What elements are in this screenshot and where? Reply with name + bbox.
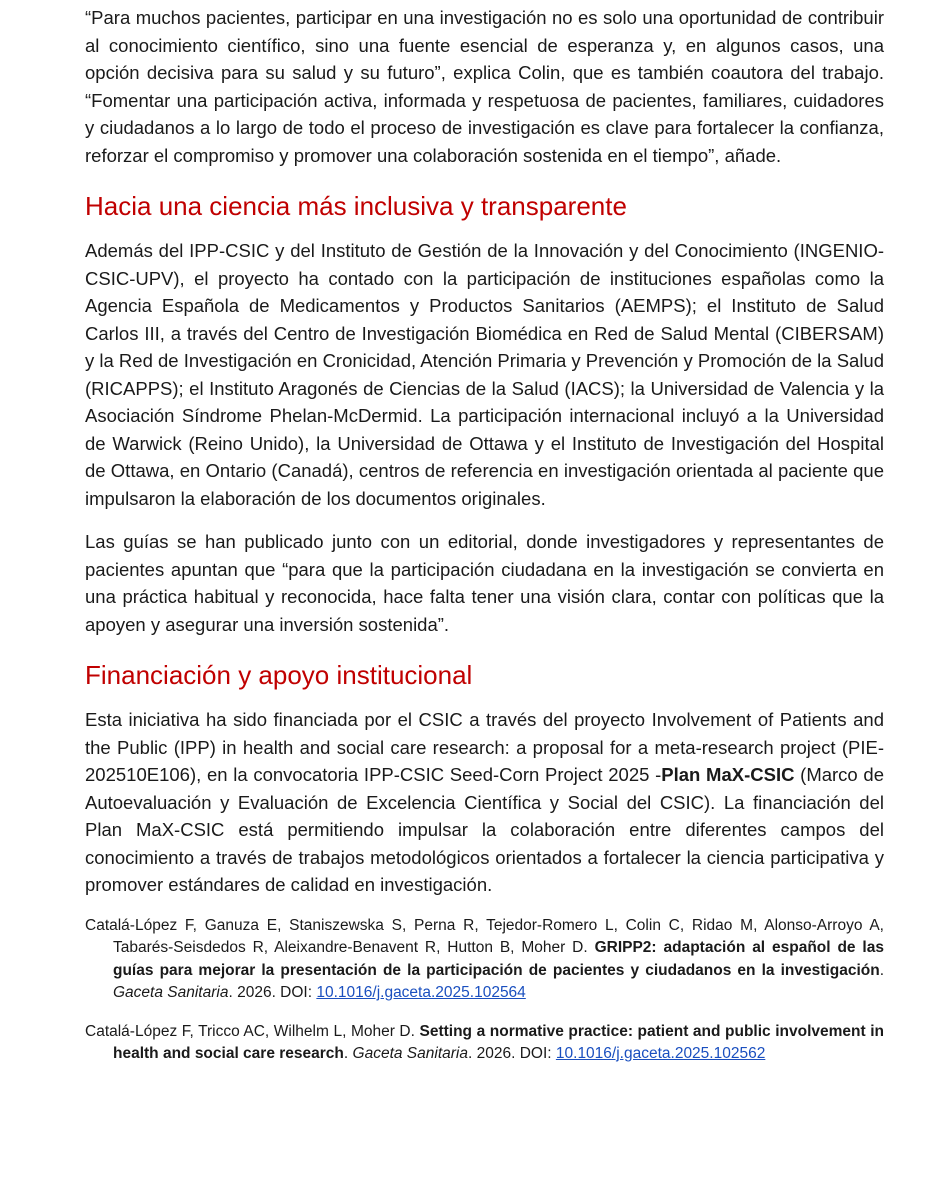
reference-separator: .	[879, 961, 884, 979]
reference-title: Setting a normative practice: patient and public involvement in health and social care research	[113, 1022, 884, 1062]
reference-authors: Catalá-López F, Tricco AC, Wilhelm L, Moher D.	[85, 1022, 420, 1040]
funding-text-end: (Marco de Autoevaluación y Evaluación de Excelencia Científica y Social del CSIC). La financiación del Plan MaX-CSIC está permitiendo impulsar la colaboración entre diferentes campos del conocimiento a través de trabajos metodológicos orientados a fortalecer la ciencia participativa y promover estándares de calidad en investigación.	[85, 764, 884, 895]
reference-journal: Gaceta Sanitaria	[352, 1045, 468, 1062]
reference-separator: .	[343, 1045, 353, 1062]
funding-plan-name: Plan MaX-CSIC	[661, 764, 795, 785]
reference-title: GRIPP2: adaptación al español de las guías para mejorar la presentación de la participación de pacientes y ciudadanos en la investigación	[113, 939, 884, 979]
funding-text-start: Esta iniciativa ha sido financiada por el CSIC a través del proyecto Involvement of Patients and the Public (IPP) in health and social care research: a proposal for a meta-research project (PIE-202510E106), en la convocatoria IPP-CSIC Seed-Corn Project 2025 -	[85, 709, 884, 785]
heading-funding: Financiación y apoyo institucional	[85, 660, 473, 690]
heading-inclusive-science: Hacia una ciencia más inclusiva y transparente	[85, 191, 627, 221]
reference-doi-link[interactable]: 10.1016/j.gaceta.2025.102564	[316, 984, 526, 1001]
reference-normative-practice	[85, 1021, 884, 1066]
paragraph-quote-colin: “Para muchos pacientes, participar en una investigación no es solo una oportunidad de contribuir al conocimiento científico, sino una fuente esencial de esperanza y, en algunos casos, una opción decisiva para su salud y su futuro”, explica Colin, que es también coautora del trabajo. “Fomentar una participación activa, informada y respetuosa de pacientes, familiares, cuidadores y ciudadanos a lo largo de todo el proceso de investigación es clave para fortalecer la confianza, reforzar el compromiso y promover una colaboración sostenida en el tiempo”, añade.	[85, 7, 884, 166]
reference-year: . 2026. DOI:	[228, 984, 317, 1001]
reference-doi-link[interactable]: 10.1016/j.gaceta.2025.102562	[555, 1045, 766, 1062]
paragraph-institutions: Además del IPP-CSIC y del Instituto de Gestión de la Innovación y del Conocimiento (INGENIO-CSIC-UPV), el proyecto ha contado con la participación de instituciones españolas como la Agencia Española de Medicamentos y Productos Sanitarios (AEMPS); el Instituto de Salud Carlos III, a través del Centro de Investigación Biomédica en Red de Salud Mental (CIBERSAM) y la Red de Investigación en Cronicidad, Atención Primaria y Prevención y Promoción de la Salud (RICAPPS); el Instituto Aragonés de Ciencias de la Salud (IACS); la Universidad de Valencia y la Asociación Síndrome Phelan-McDermid. La participación internacional incluyó a la Universidad de Warwick (Reino Unido), la Universidad de Ottawa y el Instituto de Investigación del Hospital de Ottawa, en Ontario (Canadá), centros de referencia en investigación orientada al paciente que impulsaron la elaboración de los documentos originales.	[85, 240, 885, 509]
reference-authors: Catalá-López F, Ganuza E, Staniszewska S, Perna R, Tejedor-Romero L, Colin C, Ridao M, Alonso-Arroyo A, Tabarés-Seisdedos R, Aleixandre-Benavent R, Hutton B, Moher D.	[85, 916, 884, 956]
references	[85, 915, 884, 1066]
reference-journal: Gaceta Sanitaria	[113, 984, 229, 1001]
paragraph-funding	[85, 706, 884, 899]
reference-gripp2	[85, 915, 884, 1005]
reference-year: . 2026. DOI:	[468, 1045, 556, 1062]
paragraph-editorial: Las guías se han publicado junto con un editorial, donde investigadores y representantes de pacientes apuntan que “para que la participación ciudadana en la investigación se convierta en una práctica habitual y reconocida, hace falta tener una visión clara, contar con políticas que la apoyen y asegurar una inversión sostenida”.	[85, 531, 884, 635]
